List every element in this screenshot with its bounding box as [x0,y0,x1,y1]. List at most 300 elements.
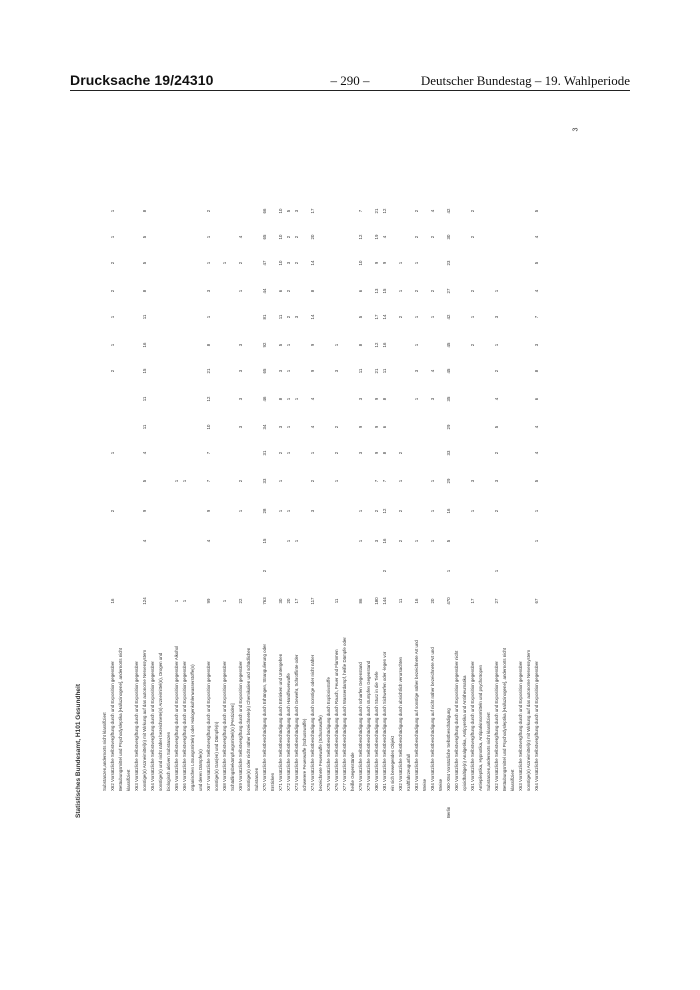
value-cell: 8 [206,343,211,347]
value-cell: 4 [534,235,539,239]
value-cell: 2 [494,369,499,373]
value-cell: 4 [142,539,147,543]
value-cell: 9 [142,509,147,513]
value-cell: 3 [310,509,315,513]
value-cell: 1 [430,479,435,483]
value-cell: 1 [398,261,403,265]
value-cell: 8 [534,369,539,373]
value-cell: 1 [494,343,499,347]
value-cell: 4 [142,451,147,455]
value-cell: 2 [334,451,339,455]
value-cell: 117 [310,597,315,605]
row-label: Substanzen,andernorts nicht klassifiziert [102,712,107,791]
table-row [247,128,255,818]
value-cell: 2 [110,369,115,373]
value-cell: 1 [286,425,291,429]
value-cell: 65 [262,234,267,240]
value-cell: 16 [414,598,419,604]
value-cell: 5 [142,479,147,483]
value-cell: 8 [382,397,387,401]
value-cell: 1 [398,479,403,483]
value-cell: 16 [382,342,387,348]
value-cell: 1 [286,343,291,347]
value-cell: 7 [382,479,387,483]
value-cell: 3 [414,369,419,373]
table-row [399,128,407,818]
value-cell: 2 [398,539,403,543]
value-cell: 1 [182,479,187,483]
row-label: ein sich bewegendes Objekt [390,736,395,791]
table-row [263,128,271,818]
source-label: Statistisches Bundesamt, H101 Gesundheit [75,683,82,818]
value-cell: 3 [334,369,339,373]
row-label: Antiepileptika, Hypnotika, Antiparkinsonmitteln und psychotropen [478,665,483,791]
value-cell: 11 [142,314,147,320]
value-cell: 2 [110,261,115,265]
table-row [431,128,439,818]
table-row [207,128,215,818]
value-cell: 2 [206,209,211,213]
value-cell: 20 [430,598,435,604]
value-cell: 2 [286,289,291,293]
row-label: Betäubungsmittel und Psychodysleptika [Halluzinogene], andernorts nicht [502,647,507,791]
value-cell: 1 [222,599,227,603]
value-cell: 1 [286,397,291,401]
row-label: X83 Vorsätzliche Selbstbeschädigung auf sonstige näher bezeichnete Art und [414,640,419,791]
value-cell: 17 [374,314,379,320]
table-row [383,128,391,818]
value-cell: 8 [142,289,147,293]
value-cell: 14 [310,260,315,266]
value-cell: 1 [414,539,419,543]
row-label: sonstige(n) oder nicht näher bezeichnete(n) Chemikalien und schädlichen [246,647,251,791]
row-label: X64 Vorsätzliche Selbstvergiftung durch und Exposition gegenüber [534,661,539,791]
value-cell: 470 [446,597,451,605]
value-cell: 1 [278,509,283,513]
value-cell: 3 [238,343,243,347]
row-label: sonstige(n) Gas(en) und Dämpfe(n) [214,721,219,791]
value-cell: 4 [430,369,435,373]
value-cell: 2 [286,315,291,319]
row-label: X70 Vorsätzliche Selbstbeschädigung durch Erhängen, Strangulierung oder [262,644,267,791]
value-cell: 12 [206,396,211,402]
value-cell: 10 [358,260,363,266]
value-cell: 2 [262,569,267,573]
value-cell: 21 [206,368,211,374]
value-cell: 2 [470,289,475,293]
value-cell: 27 [494,598,499,604]
value-cell: 5 [142,261,147,265]
value-cell: 33 [446,450,451,456]
row-label: sonstige(n) und nicht näher bezeichnete(n) Arzneimittel(n), Drogen und [158,652,163,791]
value-cell: 1 [358,509,363,513]
row-label: Substanzen [254,767,259,791]
value-cell: 2 [398,451,403,455]
value-cell: 3 [238,397,243,401]
value-cell: 4 [430,209,435,213]
value-cell: 4 [534,425,539,429]
publisher: Deutscher Bundestag – 19. Wahlperiode [420,73,630,88]
row-label: Weise [438,778,443,791]
value-cell: 5 [534,479,539,483]
value-cell: 42 [446,314,451,320]
value-cell: 1 [534,539,539,543]
value-cell: 47 [262,260,267,266]
value-cell: 2 [278,451,283,455]
table-row [415,128,423,818]
value-cell: 17 [294,598,299,604]
value-cell: 2 [110,509,115,513]
value-cell: 11 [142,424,147,430]
value-cell: 1 [174,599,179,603]
value-cell: 6 [382,425,387,429]
value-cell: 3 [238,369,243,373]
value-cell: 1 [470,509,475,513]
value-cell: 5 [494,425,499,429]
value-cell: 8 [278,397,283,401]
row-label: X81 Vorsätzliche Selbstbeschädigung durch Sichwerfen oder -legen vor [382,651,387,791]
row-label: klassifiziert [126,769,131,791]
row-label: X63 Vorsätzliche Selbstvergiftung durch und Exposition gegenüber [518,661,523,791]
value-cell: 81 [262,314,267,320]
value-cell: 17 [470,598,475,604]
value-cell: 1 [334,479,339,483]
value-cell: 65 [262,368,267,374]
value-cell: 3 [494,315,499,319]
value-cell: 1 [398,289,403,293]
value-cell: 9 [374,397,379,401]
row-label: X60 Vorsätzliche Selbstvergiftung durch und Exposition gegenüber nicht [454,650,459,791]
value-cell: 8 [142,209,147,213]
value-cell: 44 [262,288,267,294]
value-cell: 29 [446,478,451,484]
value-cell: 3 [294,209,299,213]
value-cell: 34 [262,424,267,430]
value-cell: 9 [310,343,315,347]
value-cell: 1 [430,539,435,543]
value-cell: 4 [310,397,315,401]
value-cell: 3 [206,289,211,293]
value-cell: 30 [278,598,283,604]
row-label: X84 Vorsätzliche Selbstbeschädigung auf nicht näher bezeichnete Art und [430,647,435,791]
row-label: X62 Vorsätzliche Selbstvergiftung durch und Exposition gegenüber [494,661,499,791]
row-label: X62 Vorsätzliche Selbstvergiftung durch und Exposition gegenüber [110,661,115,791]
value-cell: 16 [110,598,115,604]
value-cell: 3 [278,369,283,373]
value-cell: 2 [494,451,499,455]
value-cell: 45 [446,342,451,348]
value-cell: 1 [294,539,299,543]
value-cell: 3 [278,425,283,429]
value-cell: 1 [414,343,419,347]
value-cell: 2 [430,235,435,239]
value-cell: 4 [534,451,539,455]
row-label: Substanzen,andernorts nicht klassifiziert [486,712,491,791]
row-label: Kraftfahrzeugunfall [406,754,411,791]
value-cell: 1 [334,343,339,347]
value-cell: 1 [110,209,115,213]
page-number: – 290 – [330,73,370,88]
value-cell: 1 [206,315,211,319]
value-cell: 1 [182,599,187,603]
value-cell: 2 [110,289,115,293]
row-label: sonstige(n) Arzneimittel(n) mit Wirkung auf das autonome Nervensystem [526,649,531,791]
value-cell: 2 [470,235,475,239]
value-cell: 3 [494,479,499,483]
value-cell: 2 [334,425,339,429]
row-label: X77 Vorsätzliche Selbstbeschädigung durch Wasserdampf, heiße Dämpfe oder [342,637,347,791]
value-cell: 1 [110,235,115,239]
row-label: Schädlingsbekämpfungsmittel(n) [Pestiziden] [230,703,235,791]
value-cell: 86 [358,598,363,604]
value-cell: 9 [374,261,379,265]
value-cell: 1 [446,569,451,573]
value-cell: 3 [470,479,475,483]
value-cell: 1 [110,343,115,347]
row-label: biologisch aktiven Substanzen [166,731,171,791]
row-label: X60-X84 Vorsätzliche Selbstbeschädigung [446,708,451,791]
value-cell: 1 [430,509,435,513]
rotated-table [75,128,615,818]
value-cell: 10 [206,424,211,430]
value-cell: 2 [238,479,243,483]
value-cell: 9 [310,369,315,373]
value-cell: 14 [382,314,387,320]
value-cell: 16 [382,538,387,544]
value-cell: 1 [278,479,283,483]
row-label: organischen Lösungsmitteln) oder Halogenkohlenwasserstoffe(n) [190,664,195,791]
value-cell: 22 [238,598,243,604]
value-cell: 1 [294,397,299,401]
value-cell: 17 [310,208,315,214]
value-cell: 3 [286,261,291,265]
value-cell: 11 [358,368,363,374]
row-label: X67 Vorsätzliche Selbstvergiftung durch und Exposition gegenüber [206,661,211,791]
row-label: Ersticken [270,772,275,791]
value-cell: 2 [470,343,475,347]
value-cell: 144 [382,597,387,605]
value-cell: 9 [206,509,211,513]
value-cell: 1 [286,509,291,513]
value-cell: 2 [238,261,243,265]
value-cell: 20 [310,234,315,240]
page-marker: 3 [572,127,580,132]
value-cell: 1 [310,451,315,455]
row-label: Betäubungsmittel und Psychodysleptika [Halluzinogene], andernorts nicht [118,647,123,791]
table-row [191,128,199,818]
value-cell: 4 [382,235,387,239]
value-cell: 1 [286,451,291,455]
table-row [159,128,167,818]
value-cell: 2 [494,509,499,513]
value-cell: 1 [534,509,539,513]
value-cell: 99 [206,598,211,604]
value-cell: 11 [142,396,147,402]
value-cell: 28 [262,508,267,514]
value-cell: 42 [446,208,451,214]
value-cell: 9 [358,425,363,429]
value-cell: 1 [110,315,115,319]
table-row [119,128,127,818]
value-cell: 2 [430,289,435,293]
value-cell: 11 [278,314,283,320]
value-cell: 12 [374,342,379,348]
row-label: X74 Vorsätzliche Selbstbeschädigung durch sonstige oder nicht näher [310,654,315,791]
value-cell: 5 [278,343,283,347]
value-cell: 35 [446,396,451,402]
value-cell: 1 [286,369,291,373]
value-cell: 2 [414,289,419,293]
value-cell: 4 [310,425,315,429]
row-label: X82 Vorsätzliche Selbstbeschädigung durch absichtlich verursachten [398,657,403,791]
value-cell: 1 [414,261,419,265]
value-cell: 45 [446,368,451,374]
value-cell: 2 [398,315,403,319]
value-cell: 11 [334,598,339,604]
value-cell: 1 [470,315,475,319]
value-cell: 10 [278,208,283,214]
row-label: X76 Vorsätzliche Selbstbeschädigung durch Rauch, Feuer und Flammen [334,649,339,791]
value-cell: 15 [142,368,147,374]
header-rule [70,90,630,91]
table-row [535,128,543,818]
value-cell: 1 [430,315,435,319]
value-cell: 4 [206,539,211,543]
value-cell: 1 [238,289,243,293]
row-label: X80 Vorsätzliche Selbstbeschädigung durch Sturz in die Tiefe [374,671,379,791]
value-cell: 2 [294,235,299,239]
value-cell: 23 [446,260,451,266]
value-cell: 8 [310,289,315,293]
value-cell: 7 [534,315,539,319]
value-cell: 1 [222,261,227,265]
row-label: opioidhaltige(n) Analgetika, Antipyretika und Antirheumatika [462,675,467,791]
value-cell: 9 [374,451,379,455]
value-cell: 1 [286,539,291,543]
value-cell: 5 [142,235,147,239]
value-cell: 8 [358,343,363,347]
row-label: schwerere Feuerwaffe (Schusswaffe) [302,718,307,791]
value-cell: 1 [358,539,363,543]
row-label: X73 Vorsätzliche Selbstbeschädigung durch Gewehr, Schrotflinte oder [294,654,299,791]
value-cell: 2 [414,209,419,213]
row-label: X75 Vorsätzliche Selbstbeschädigung durch Explosivstoffe [326,677,331,791]
value-cell: 20 [286,598,291,604]
row-label: sonstige(n) Arzneimittel(n) mit Wirkung auf das autonome Nervensystem [142,649,147,791]
row-label: X68 Vorsätzliche Selbstvergiftung durch und Exposition gegenüber [222,661,227,791]
value-cell: 1 [238,509,243,513]
value-cell: 67 [534,598,539,604]
value-cell: 46 [262,396,267,402]
value-cell: 2 [470,209,475,213]
table-row [295,128,303,818]
value-cell: 5 [446,539,451,543]
value-cell: 3 [358,451,363,455]
value-cell: 8 [382,451,387,455]
state-cell: Berlin [446,806,451,818]
table-row [503,128,511,818]
value-cell: 5 [358,315,363,319]
value-cell: 27 [446,288,451,294]
value-cell: 180 [374,597,379,605]
value-cell: 12 [382,508,387,514]
row-label: X71 Vorsätzliche Selbstbeschädigung durch Ertrinken und Untergehen [278,653,283,791]
row-label: X79 Vorsätzliche Selbstbeschädigung durch stumpfen Gegenstand [366,660,371,791]
value-cell: 16 [142,342,147,348]
value-cell: 2 [294,261,299,265]
value-cell: 4 [494,397,499,401]
value-cell: 1 [110,451,115,455]
row-label: klassifiziert [510,769,515,791]
value-cell: 1 [174,479,179,483]
value-cell: 9 [382,261,387,265]
value-cell: 21 [374,208,379,214]
value-cell: 12 [382,208,387,214]
value-cell: 3 [374,539,379,543]
row-label: X72 Vorsätzliche Selbstbeschädigung durch Handfeuerwaffe [286,673,291,791]
value-cell: 7 [206,451,211,455]
value-cell: 3 [238,425,243,429]
value-cell: 29 [446,424,451,430]
value-cell: 66 [262,208,267,214]
table-body [103,128,543,818]
value-cell: 5 [534,261,539,265]
value-cell: 1 [494,289,499,293]
value-cell: 2 [398,509,403,513]
value-cell: 7 [374,479,379,483]
value-cell: 10 [278,234,283,240]
row-label: bezeichnete Feuerwaffe (Schusswaffe) [318,715,323,791]
value-cell: 92 [262,342,267,348]
value-cell: 16 [446,508,451,514]
value-cell: 9 [374,425,379,429]
page-header [70,72,630,92]
value-cell: 31 [262,450,267,456]
value-cell: 14 [310,314,315,320]
value-cell: 10 [278,260,283,266]
value-cell: 2 [382,569,387,573]
value-cell: 11 [398,598,403,604]
row-label: X78 Vorsätzliche Selbstbeschädigung durch scharfen Gegenstand [358,662,363,791]
value-cell: 7 [206,479,211,483]
value-cell: 1 [414,315,419,319]
value-cell: 21 [374,368,379,374]
value-cell: 1 [206,261,211,265]
value-cell: 19 [374,234,379,240]
value-cell: 2 [310,479,315,483]
value-cell: 6 [358,289,363,293]
value-cell: 15 [382,288,387,294]
row-label: heiße Gegenstände [350,752,355,791]
value-cell: 3 [358,397,363,401]
value-cell: 1 [206,235,211,239]
row-label: Weise [422,778,427,791]
value-cell: 1 [414,397,419,401]
row-label: X65 Vorsätzliche Selbstvergiftung durch und Exposition gegenüber Alkohol [174,645,179,791]
value-cell: 12 [358,234,363,240]
value-cell: 763 [262,597,267,605]
value-cell: 2 [286,235,291,239]
value-cell: 6 [278,289,283,293]
value-cell: 5 [286,209,291,213]
value-cell: 2 [374,509,379,513]
value-cell: 5 [534,209,539,213]
table-row [343,128,351,818]
value-cell: 7 [358,209,363,213]
value-cell: 33 [262,478,267,484]
row-label: X66 Vorsätzliche Selbstvergiftung durch und Exposition gegenüber [182,661,187,791]
value-cell: 4 [238,235,243,239]
